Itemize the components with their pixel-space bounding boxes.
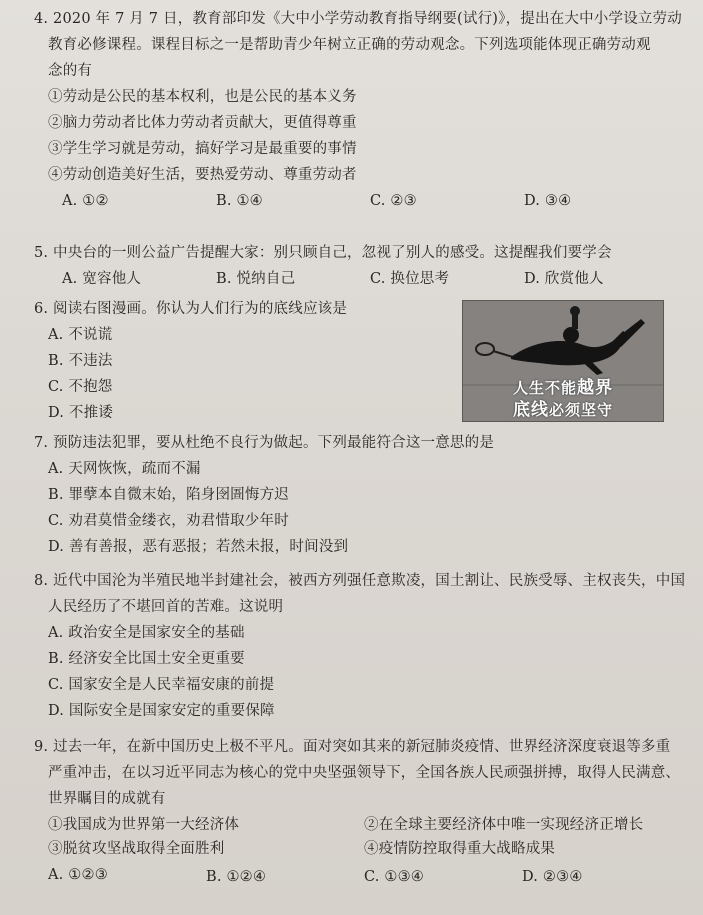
question-8-option-b[interactable]: B. 经济安全比国土安全更重要 [48,651,245,667]
question-4-item-4: ④劳动创造美好生活，要热爱劳动、尊重劳动者 [48,167,357,183]
question-5-option-b[interactable]: B. 悦纳自己 [216,271,296,287]
question-9-stem-line-1: 9. 过去一年，在新中国历史上极不平凡。面对突如其来的新冠肺炎疫情、世界经济深度衰退等多重 [34,739,671,755]
question-6-option-d[interactable]: D. 不推诿 [48,405,114,421]
comic-caption-line-2 [463,395,663,420]
question-8-option-c[interactable]: C. 国家安全是人民幸福安康的前提 [48,677,275,693]
question-4-option-c[interactable]: C. ②③ [370,193,417,209]
question-9-items [34,812,674,890]
comic-image [462,300,664,422]
question-5 [34,240,674,292]
question-4-item-1: ①劳动是公民的基本权利，也是公民的基本义务 [48,89,357,105]
question-4-option-a[interactable]: A. ①② [62,193,109,209]
question-5-option-c[interactable]: C. 换位思考 [370,271,450,287]
question-6-option-c[interactable]: C. 不抱怨 [48,379,113,395]
question-4-option-b[interactable]: B. ①④ [216,193,263,209]
question-9-stem-line-3: 世界瞩目的成就有 [48,791,166,807]
question-7-option-d[interactable]: D. 善有善报，恶有恶报；若然未报，时间没到 [48,539,349,555]
question-4-item-3: ③学生学习就是劳动，搞好学习是最重要的事情 [48,141,357,157]
question-4-options [34,188,674,214]
question-8-options [34,620,674,724]
question-9-item-4: ④疫情防控取得重大战略成果 [364,841,556,857]
question-4 [34,6,683,214]
question-7-option-a[interactable]: A. 天网恢恢，疏而不漏 [48,461,201,477]
question-7-stem: 7. 预防违法犯罪，要从杜绝不良行为做起。下列最能符合这一意思的是 [34,435,495,451]
question-5-option-d[interactable]: D. 欣赏他人 [524,271,604,287]
question-4-stem-line-1: 4. 2020 年 7 月 7 日，教育部印发《大中小学劳动教育指导纲要(试行)》，提出在大中小学设立劳动 [34,11,683,27]
question-8 [34,568,686,724]
question-9-item-2: ②在全球主要经济体中唯一实现经济正增长 [364,817,644,833]
question-7-option-c[interactable]: C. 劝君莫惜金缕衣，劝君惜取少年时 [48,513,289,529]
question-7-option-b[interactable]: B. 罪孽本自微末始，陷身囹圄悔方迟 [48,487,289,503]
question-9-item-3: ③脱贫攻坚战取得全面胜利 [48,841,225,857]
question-9-option-b[interactable]: B. ①②④ [206,869,267,885]
question-9-stem-line-2: 严重冲击，在以习近平同志为核心的党中央坚强领导下，全国各族人民顽强拼搏，取得人民满意、 [48,765,681,781]
question-7-options [34,456,674,560]
question-9-option-a[interactable]: A. ①②③ [48,867,108,883]
question-9-option-c[interactable]: C. ①③④ [364,869,424,885]
comic-caption-2b: 必须坚守 [548,401,613,419]
question-4-item-2: ②脑力劳动者比体力劳动者贡献大，更值得尊重 [48,115,357,131]
question-6-options [34,322,454,426]
question-5-stem: 5. 中央台的一则公益广告提醒大家：别只顾自己，忽视了别人的感受。这提醒我们要学会 [34,245,612,261]
question-4-option-d[interactable]: D. ③④ [524,193,572,209]
question-9 [34,734,681,890]
question-9-item-1: ①我国成为世界第一大经济体 [48,817,240,833]
question-4-stem-line-3: 念的有 [48,63,93,79]
question-8-option-a[interactable]: A. 政治安全是国家安全的基础 [48,625,245,641]
question-6-option-b[interactable]: B. 不违法 [48,353,113,369]
question-4-stem-line-2: 教育必修课程。课程目标之一是帮助青少年树立正确的劳动观念。下列选项能体现正确劳动观 [48,37,651,53]
question-5-option-a[interactable]: A. 宽容他人 [62,271,142,287]
comic-caption-2a: 底线 [512,400,549,420]
comic-caption-1b: 越界 [577,378,613,398]
comic-caption-1a: 人生不能 [512,379,577,397]
question-5-options [34,266,674,292]
question-8-option-d[interactable]: D. 国际安全是国家安定的重要保障 [48,703,275,719]
question-8-stem-line-1: 8. 近代中国沦为半殖民地半封建社会，被西方列强任意欺凌，国土割让、民族受辱、主权丧失，中国 [34,573,686,589]
question-6-stem: 6. 阅读右图漫画。你认为人们行为的底线应该是 [34,301,348,317]
question-6 [34,296,454,426]
question-4-items [34,84,674,188]
question-9-option-d[interactable]: D. ②③④ [522,869,583,885]
question-6-option-a[interactable]: A. 不说谎 [48,327,113,343]
question-8-stem-line-2: 人民经历了不堪回首的苦难。这说明 [48,599,284,615]
question-7 [34,430,674,560]
